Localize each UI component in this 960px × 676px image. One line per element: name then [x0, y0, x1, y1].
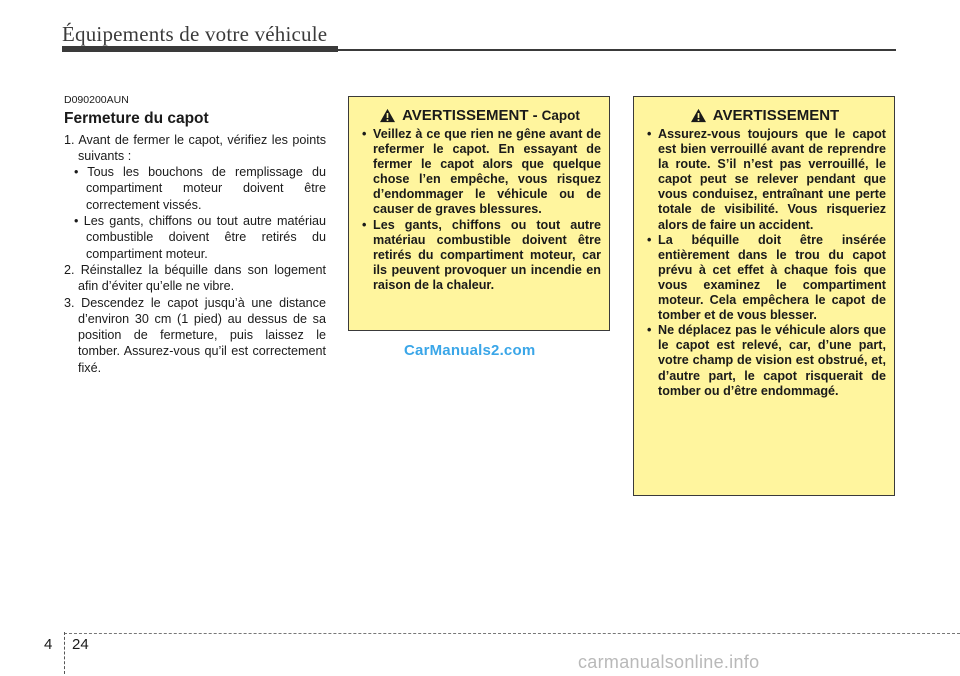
footer-separator	[64, 632, 65, 674]
warning-box-general	[633, 96, 895, 496]
footer-page-number: 24	[72, 636, 89, 653]
step-1-sub-2: • Les gants, chiffons ou tout autre matériau combustible doivent être retirés du compartiment moteur.	[74, 214, 326, 261]
warning-title	[643, 107, 886, 124]
warning-box-hood	[348, 96, 610, 331]
footer-site-link[interactable]: carmanualsonline.info	[578, 652, 760, 672]
page-title: Équipements de votre véhicule	[62, 22, 328, 46]
warning-item: • Assurez-vous toujours que le capot est bien verrouillé avant de reprendre la route. S’il n’est pas verrouillé, le capot peut se relever pendant que vous conduisez, entraînant une perte totale de visibilité. Vous risqueriez alors de faire un accident.	[643, 127, 886, 233]
warning-title-text: AVERTISSEMENT	[712, 107, 840, 124]
section-code: D090200AUN	[64, 94, 129, 106]
footer-section-number: 4	[44, 636, 53, 653]
header-rule-thick	[62, 46, 338, 52]
left-column	[64, 92, 326, 376]
footer-divider	[64, 633, 960, 634]
warning-triangle-icon	[379, 108, 396, 123]
section-heading: Fermeture du capot	[64, 110, 209, 128]
step-1: 1. Avant de fermer le capot, vérifiez les points suivants :	[64, 132, 326, 163]
warning-item: • Les gants, chiffons ou tout autre matériau combustible doivent être retirés du compartiment moteur, car ils peuvent provoquer un incendie en raison de la chaleur.	[358, 218, 601, 293]
warning-item: • La béquille doit être insérée entièrement dans le trou du capot prévu à cet effet à chaque fois que vous examinez le compartiment moteur. Cela empêchera le capot de tomber et de vous blesser.	[643, 233, 886, 324]
step-1-sub-1: • Tous les bouchons de remplissage du compartiment moteur doivent être correctement vissés.	[74, 165, 326, 212]
warning-triangle-icon	[690, 108, 707, 123]
step-3: 3. Descendez le capot jusqu’à une distance d’environ 30 cm (1 pied) au dessus de sa position de fermeture, puis laissez le tomber. Assurez-vous qu’il est correctement fixé.	[64, 295, 326, 375]
warning-title	[358, 107, 601, 124]
header-rule-thin	[338, 49, 896, 51]
warning-subtitle: Capot	[541, 108, 580, 123]
step-2: 2. Réinstallez la béquille dans son logement afin d’éviter qu’elle ne vibre.	[64, 262, 326, 294]
warning-item: • Ne déplacez pas le véhicule alors que le capot est relevé, car, d’une part, votre champ de vision est obstrué, et, d’autre part, le capot risquerait de tomber ou d’être endommagé.	[643, 323, 886, 398]
warning-item: • Veillez à ce que rien ne gêne avant de refermer le capot. En essayant de fermer le capot alors que quelque chose l’en empêche, vous risquez d’endommager le véhicule ou de causer de graves blessures.	[358, 127, 601, 218]
watermark-link[interactable]: CarManuals2.com	[404, 342, 536, 359]
warning-title-text: AVERTISSEMENT -	[402, 107, 538, 124]
